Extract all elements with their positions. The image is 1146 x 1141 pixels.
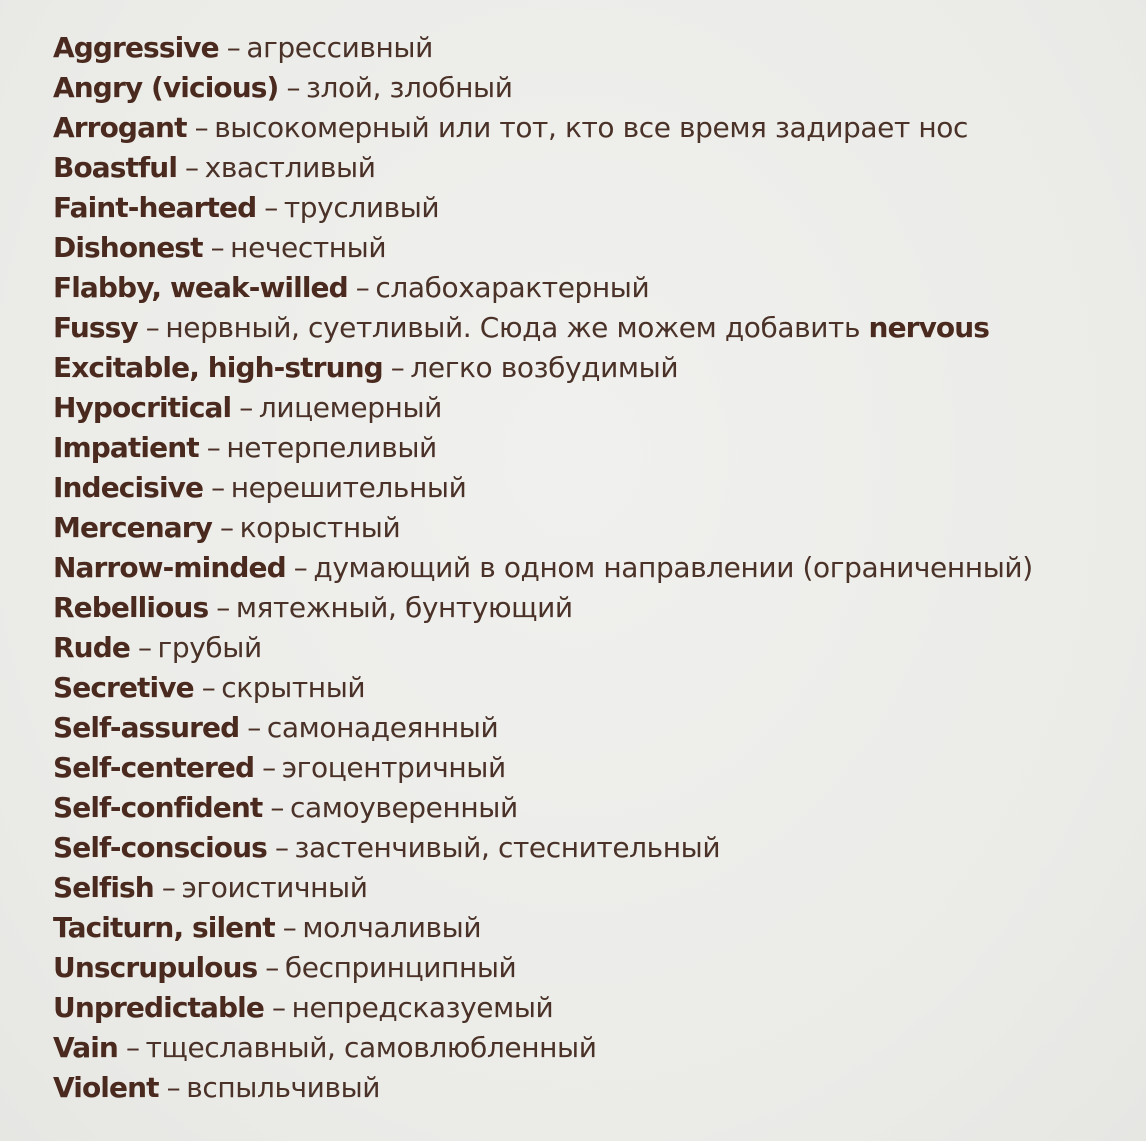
term-english: Taciturn, silent	[53, 911, 275, 944]
list-item	[53, 748, 1033, 788]
list-item	[53, 468, 1033, 508]
term-english: Flabby, weak-willed	[53, 271, 348, 304]
term-translation: слабохарактерный	[375, 271, 650, 304]
separator-dash: –	[194, 111, 209, 144]
term-english: Selfish	[53, 871, 154, 904]
separator-dash: –	[293, 551, 308, 584]
term-translation: агрессивный	[246, 31, 433, 64]
term-english: Rebellious	[53, 591, 209, 624]
separator-dash: –	[274, 831, 289, 864]
term-english: Dishonest	[53, 231, 203, 264]
term-english: Boastful	[53, 151, 178, 184]
separator-dash: –	[264, 191, 278, 224]
term-translation: самоуверенный	[289, 791, 518, 824]
separator-dash: –	[185, 151, 199, 184]
separator-dash: –	[216, 591, 230, 624]
term-translation: тщеславный, самовлюбленный	[145, 1031, 597, 1064]
list-item	[53, 308, 1033, 348]
term-translation: нерешительный	[230, 471, 467, 504]
term-translation: вспыльчивый	[186, 1071, 381, 1104]
separator-dash: –	[262, 751, 276, 784]
separator-dash: –	[166, 1071, 181, 1104]
list-item	[53, 188, 1033, 228]
list-item	[53, 348, 1033, 388]
list-item	[53, 708, 1033, 748]
term-translation: злой, злобный	[306, 71, 513, 104]
list-item	[53, 668, 1033, 708]
term-english: Self-conscious	[53, 831, 267, 864]
term-english: Unscrupulous	[53, 951, 258, 984]
term-english: Hypocritical	[53, 391, 232, 424]
term-english: Rude	[53, 631, 130, 664]
term-translation: трусливый	[283, 191, 440, 224]
separator-dash: –	[211, 471, 225, 504]
term-translation: беспринципный	[284, 951, 517, 984]
term-translation: молчаливый	[302, 911, 482, 944]
term-english: Narrow-minded	[53, 551, 286, 584]
term-translation: грубый	[157, 631, 262, 664]
list-item	[53, 828, 1033, 868]
separator-dash: –	[247, 711, 261, 744]
term-translation: непредсказуемый	[291, 991, 554, 1024]
separator-dash: –	[226, 31, 241, 64]
list-item	[53, 788, 1033, 828]
term-english: Faint-hearted	[53, 191, 257, 224]
term-english: Fussy	[53, 311, 138, 344]
separator-dash: –	[390, 351, 405, 384]
term-english: Indecisive	[53, 471, 204, 504]
term-english: Secretive	[53, 671, 194, 704]
term-translation: нечестный	[230, 231, 387, 264]
separator-dash: –	[282, 911, 297, 944]
term-english: Violent	[53, 1071, 159, 1104]
term-translation: нервный, суетливый. Сюда же можем добавить	[165, 311, 869, 344]
separator-dash: –	[206, 431, 221, 464]
term-english: Mercenary	[53, 511, 213, 544]
list-item	[53, 68, 1033, 108]
term-english: Unpredictable	[53, 991, 264, 1024]
term-translation: высокомерный или тот, кто все время задирает нос	[214, 111, 969, 144]
list-item	[53, 148, 1033, 188]
term-english: Self-centered	[53, 751, 255, 784]
term-translation: самонадеянный	[266, 711, 499, 744]
list-item	[53, 908, 1033, 948]
separator-dash: –	[239, 391, 253, 424]
separator-dash: –	[201, 671, 216, 704]
term-translation: эгоцентричный	[281, 751, 506, 784]
list-item	[53, 868, 1033, 908]
term-translation: думающий в одном направлении (ограниченный)	[313, 551, 1033, 584]
list-item	[53, 108, 1033, 148]
list-item	[53, 428, 1033, 468]
separator-dash: –	[145, 311, 160, 344]
list-item	[53, 988, 1033, 1028]
separator-dash: –	[355, 271, 370, 304]
term-english: Self-assured	[53, 711, 240, 744]
list-item	[53, 28, 1033, 68]
term-translation: нетерпеливый	[226, 431, 437, 464]
list-item	[53, 508, 1033, 548]
term-english: Self-confident	[53, 791, 263, 824]
separator-dash: –	[270, 791, 284, 824]
term-english: Impatient	[53, 431, 199, 464]
term-english: Aggressive	[53, 31, 219, 64]
term-english: Excitable, high-strung	[53, 351, 383, 384]
term-extra-english: nervous	[868, 311, 990, 344]
separator-dash: –	[271, 991, 286, 1024]
term-translation: лицемерный	[258, 391, 442, 424]
list-item	[53, 268, 1033, 308]
separator-dash: –	[125, 1031, 140, 1064]
list-item	[53, 948, 1033, 988]
term-translation: скрытный	[221, 671, 366, 704]
separator-dash: –	[161, 871, 176, 904]
vocabulary-list	[53, 28, 1033, 1108]
list-item	[53, 388, 1033, 428]
term-english: Arrogant	[53, 111, 187, 144]
term-translation: легко возбудимый	[410, 351, 679, 384]
list-item	[53, 588, 1033, 628]
list-item	[53, 628, 1033, 668]
separator-dash: –	[210, 231, 225, 264]
list-item	[53, 1028, 1033, 1068]
list-item	[53, 548, 1033, 588]
term-translation: эгоистичный	[181, 871, 368, 904]
separator-dash: –	[265, 951, 279, 984]
separator-dash: –	[220, 511, 234, 544]
term-english: Vain	[53, 1031, 118, 1064]
separator-dash: –	[286, 71, 301, 104]
term-translation: хвастливый	[204, 151, 376, 184]
term-translation: застенчивый, стеснительный	[294, 831, 721, 864]
term-translation: мятежный, бунтующий	[235, 591, 573, 624]
term-translation: корыстный	[239, 511, 401, 544]
term-english: Angry (vicious)	[53, 71, 279, 104]
separator-dash: –	[137, 631, 152, 664]
list-item	[53, 1068, 1033, 1108]
list-item	[53, 228, 1033, 268]
